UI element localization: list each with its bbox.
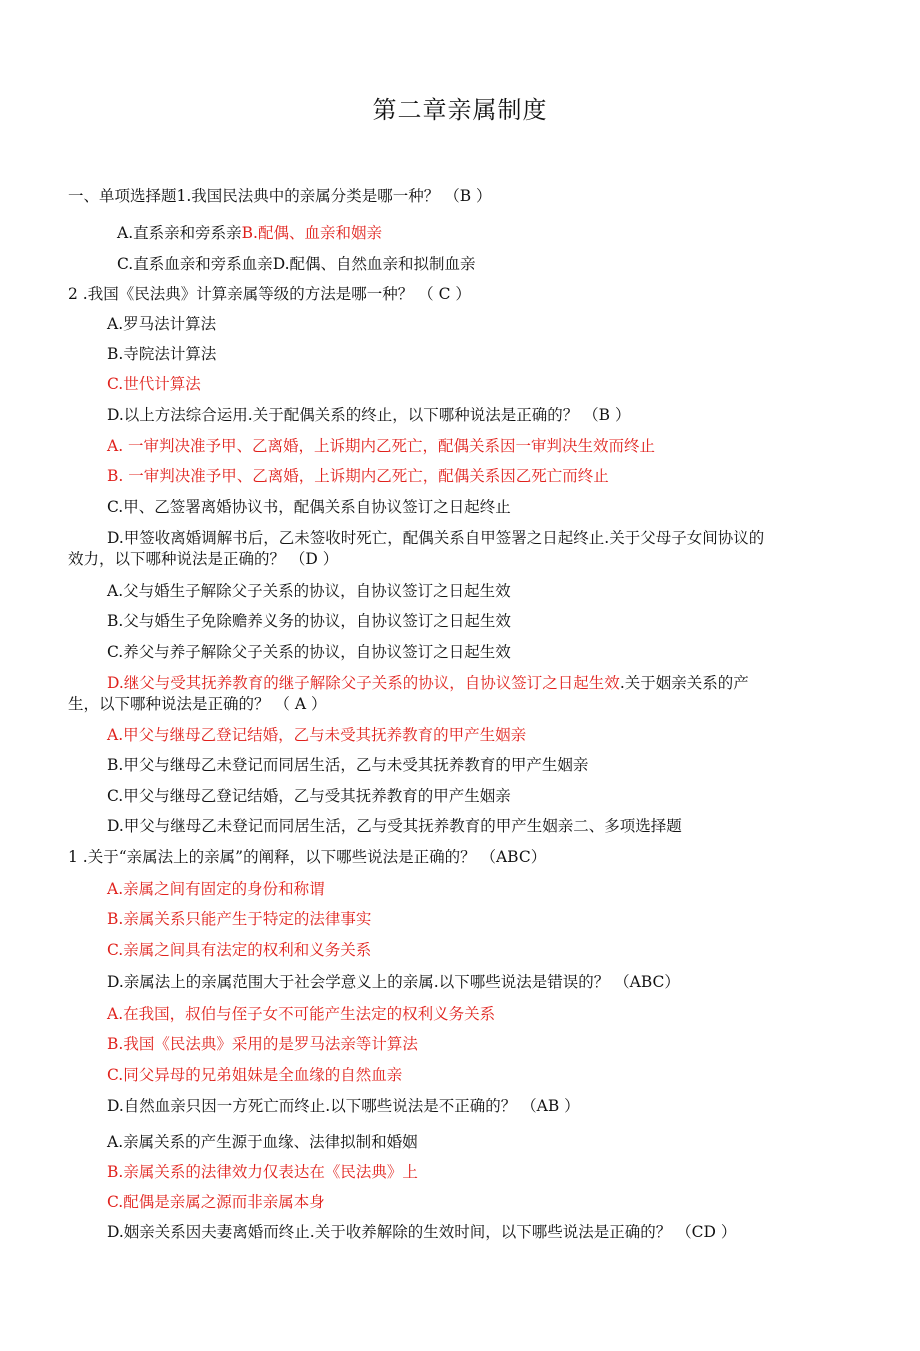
text-segment: C.甲父与继母乙登记结婚，乙与受其抚养教育的甲产生姻亲 <box>107 787 511 805</box>
text-line <box>107 373 201 395</box>
text-line <box>107 1033 418 1055</box>
text-line <box>107 1095 580 1117</box>
answer-highlight: C.世代计算法 <box>107 375 201 393</box>
text-segment: .关于姻亲关系的产 <box>619 674 749 692</box>
text-line <box>107 1131 418 1153</box>
text-segment: C.养父与养子解除父子关系的协议，自协议签订之日起生效 <box>107 643 511 661</box>
text-line <box>107 754 588 776</box>
text-line <box>107 496 511 518</box>
answer-highlight: B. 一审判决准予甲、乙离婚，上诉期内乙死亡，配偶关系因乙死亡而终止 <box>107 467 609 485</box>
text-line <box>107 1191 325 1213</box>
answer-highlight: A. 一审判决准予甲、乙离婚，上诉期内乙死亡，配偶关系因一审判决生效而终止 <box>107 437 656 455</box>
text-line <box>107 527 764 549</box>
text-segment: 生，以下哪种说法是正确的？ （ A ） <box>68 695 327 713</box>
text-line <box>107 971 680 993</box>
text-line <box>68 846 546 868</box>
text-line <box>107 435 655 457</box>
text-segment: A.直系亲和旁系亲 <box>117 224 242 242</box>
text-line <box>107 939 371 961</box>
text-line <box>107 815 682 837</box>
answer-highlight: B.我国《民法典》采用的是罗马法亲等计算法 <box>107 1035 418 1053</box>
text-line <box>107 878 325 900</box>
text-segment: B.甲父与继母乙未登记而同居生活，乙与未受其抚养教育的甲产生姻亲 <box>107 756 589 774</box>
text-segment: 效力，以下哪种说法是正确的？ （D ） <box>68 550 339 568</box>
text-segment: D.亲属法上的亲属范围大于社会学意义上的亲属.以下哪些说法是错误的？ （ABC） <box>107 973 680 991</box>
text-segment: A.罗马法计算法 <box>107 315 217 333</box>
text-line <box>68 185 492 207</box>
text-segment: B.父与婚生子免除赡养义务的协议，自协议签订之日起生效 <box>107 612 511 630</box>
text-line <box>107 724 526 746</box>
text-line <box>107 672 749 694</box>
text-segment: D.甲父与继母乙未登记而同居生活，乙与受其抚养教育的甲产生姻亲二、多项选择题 <box>107 817 682 835</box>
text-line <box>117 222 382 244</box>
text-segment: D.甲签收离婚调解书后，乙未签收时死亡，配偶关系自甲签署之日起终止.关于父母子女间协议的 <box>107 529 765 547</box>
text-line <box>107 580 511 602</box>
text-segment: D.自然血亲只因一方死亡而终止.以下哪些说法是不正确的？ （AB ） <box>107 1097 580 1115</box>
answer-highlight: A.亲属之间有固定的身份和称谓 <box>107 880 325 898</box>
text-segment: A.亲属关系的产生源于血缘、法律拟制和婚姻 <box>107 1133 418 1151</box>
text-line <box>107 313 216 335</box>
text-segment: A.父与婚生子解除父子关系的协议，自协议签订之日起生效 <box>107 582 511 600</box>
text-line <box>107 641 511 663</box>
text-line <box>107 908 371 930</box>
answer-highlight: B.亲属关系只能产生于特定的法律事实 <box>107 910 372 928</box>
text-segment: C.直系血亲和旁系血亲D.配偶、自然血亲和拟制血亲 <box>117 255 476 273</box>
answer-highlight: B.亲属关系的法律效力仅表达在《民法典》上 <box>107 1163 418 1181</box>
text-line <box>107 1064 402 1086</box>
text-segment: D.以上方法综合运用.关于配偶关系的终止，以下哪种说法是正确的？ （B ） <box>107 406 631 424</box>
text-line <box>107 343 216 365</box>
text-line <box>107 610 511 632</box>
answer-highlight: A.在我国，叔伯与侄子女不可能产生法定的权利义务关系 <box>107 1005 496 1023</box>
answer-highlight: C.配偶是亲属之源而非亲属本身 <box>107 1193 325 1211</box>
text-line <box>68 548 338 570</box>
answer-highlight: A.甲父与继母乙登记结婚，乙与未受其抚养教育的甲产生姻亲 <box>107 726 527 744</box>
text-segment: 一、单项选择题1.我国民法典中的亲属分类是哪一种？ （B ） <box>68 187 492 205</box>
text-segment: C.甲、乙签署离婚协议书，配偶关系自协议签订之日起终止 <box>107 498 511 516</box>
text-line <box>107 785 511 807</box>
text-line <box>107 404 630 426</box>
text-line <box>68 283 471 305</box>
text-segment: B.寺院法计算法 <box>107 345 217 363</box>
text-segment: D.姻亲关系因夫妻离婚而终止.关于收养解除的生效时间，以下哪些说法是正确的？ （CD ） <box>107 1223 737 1241</box>
text-segment: 1 .关于“亲属法上的亲属”的阐释，以下哪些说法是正确的？ （ABC） <box>68 848 547 866</box>
answer-highlight: C.亲属之间具有法定的权利和义务关系 <box>107 941 372 959</box>
answer-highlight: C.同父异母的兄弟姐妹是全血缘的自然血亲 <box>107 1066 403 1084</box>
text-line <box>107 1003 495 1025</box>
text-line <box>107 465 609 487</box>
text-line <box>107 1221 736 1243</box>
text-segment: 2 .我国《民法典》计算亲属等级的方法是哪一种？ （ C ） <box>68 285 471 303</box>
page-title: 第二章亲属制度 <box>372 96 548 124</box>
answer-highlight: B.配偶、血亲和姻亲 <box>241 224 382 242</box>
text-line <box>68 693 326 715</box>
text-line <box>117 253 476 275</box>
answer-highlight: D.继父与受其抚养教育的继子解除父子关系的协议，自协议签订之日起生效 <box>107 674 620 692</box>
text-line <box>107 1161 418 1183</box>
